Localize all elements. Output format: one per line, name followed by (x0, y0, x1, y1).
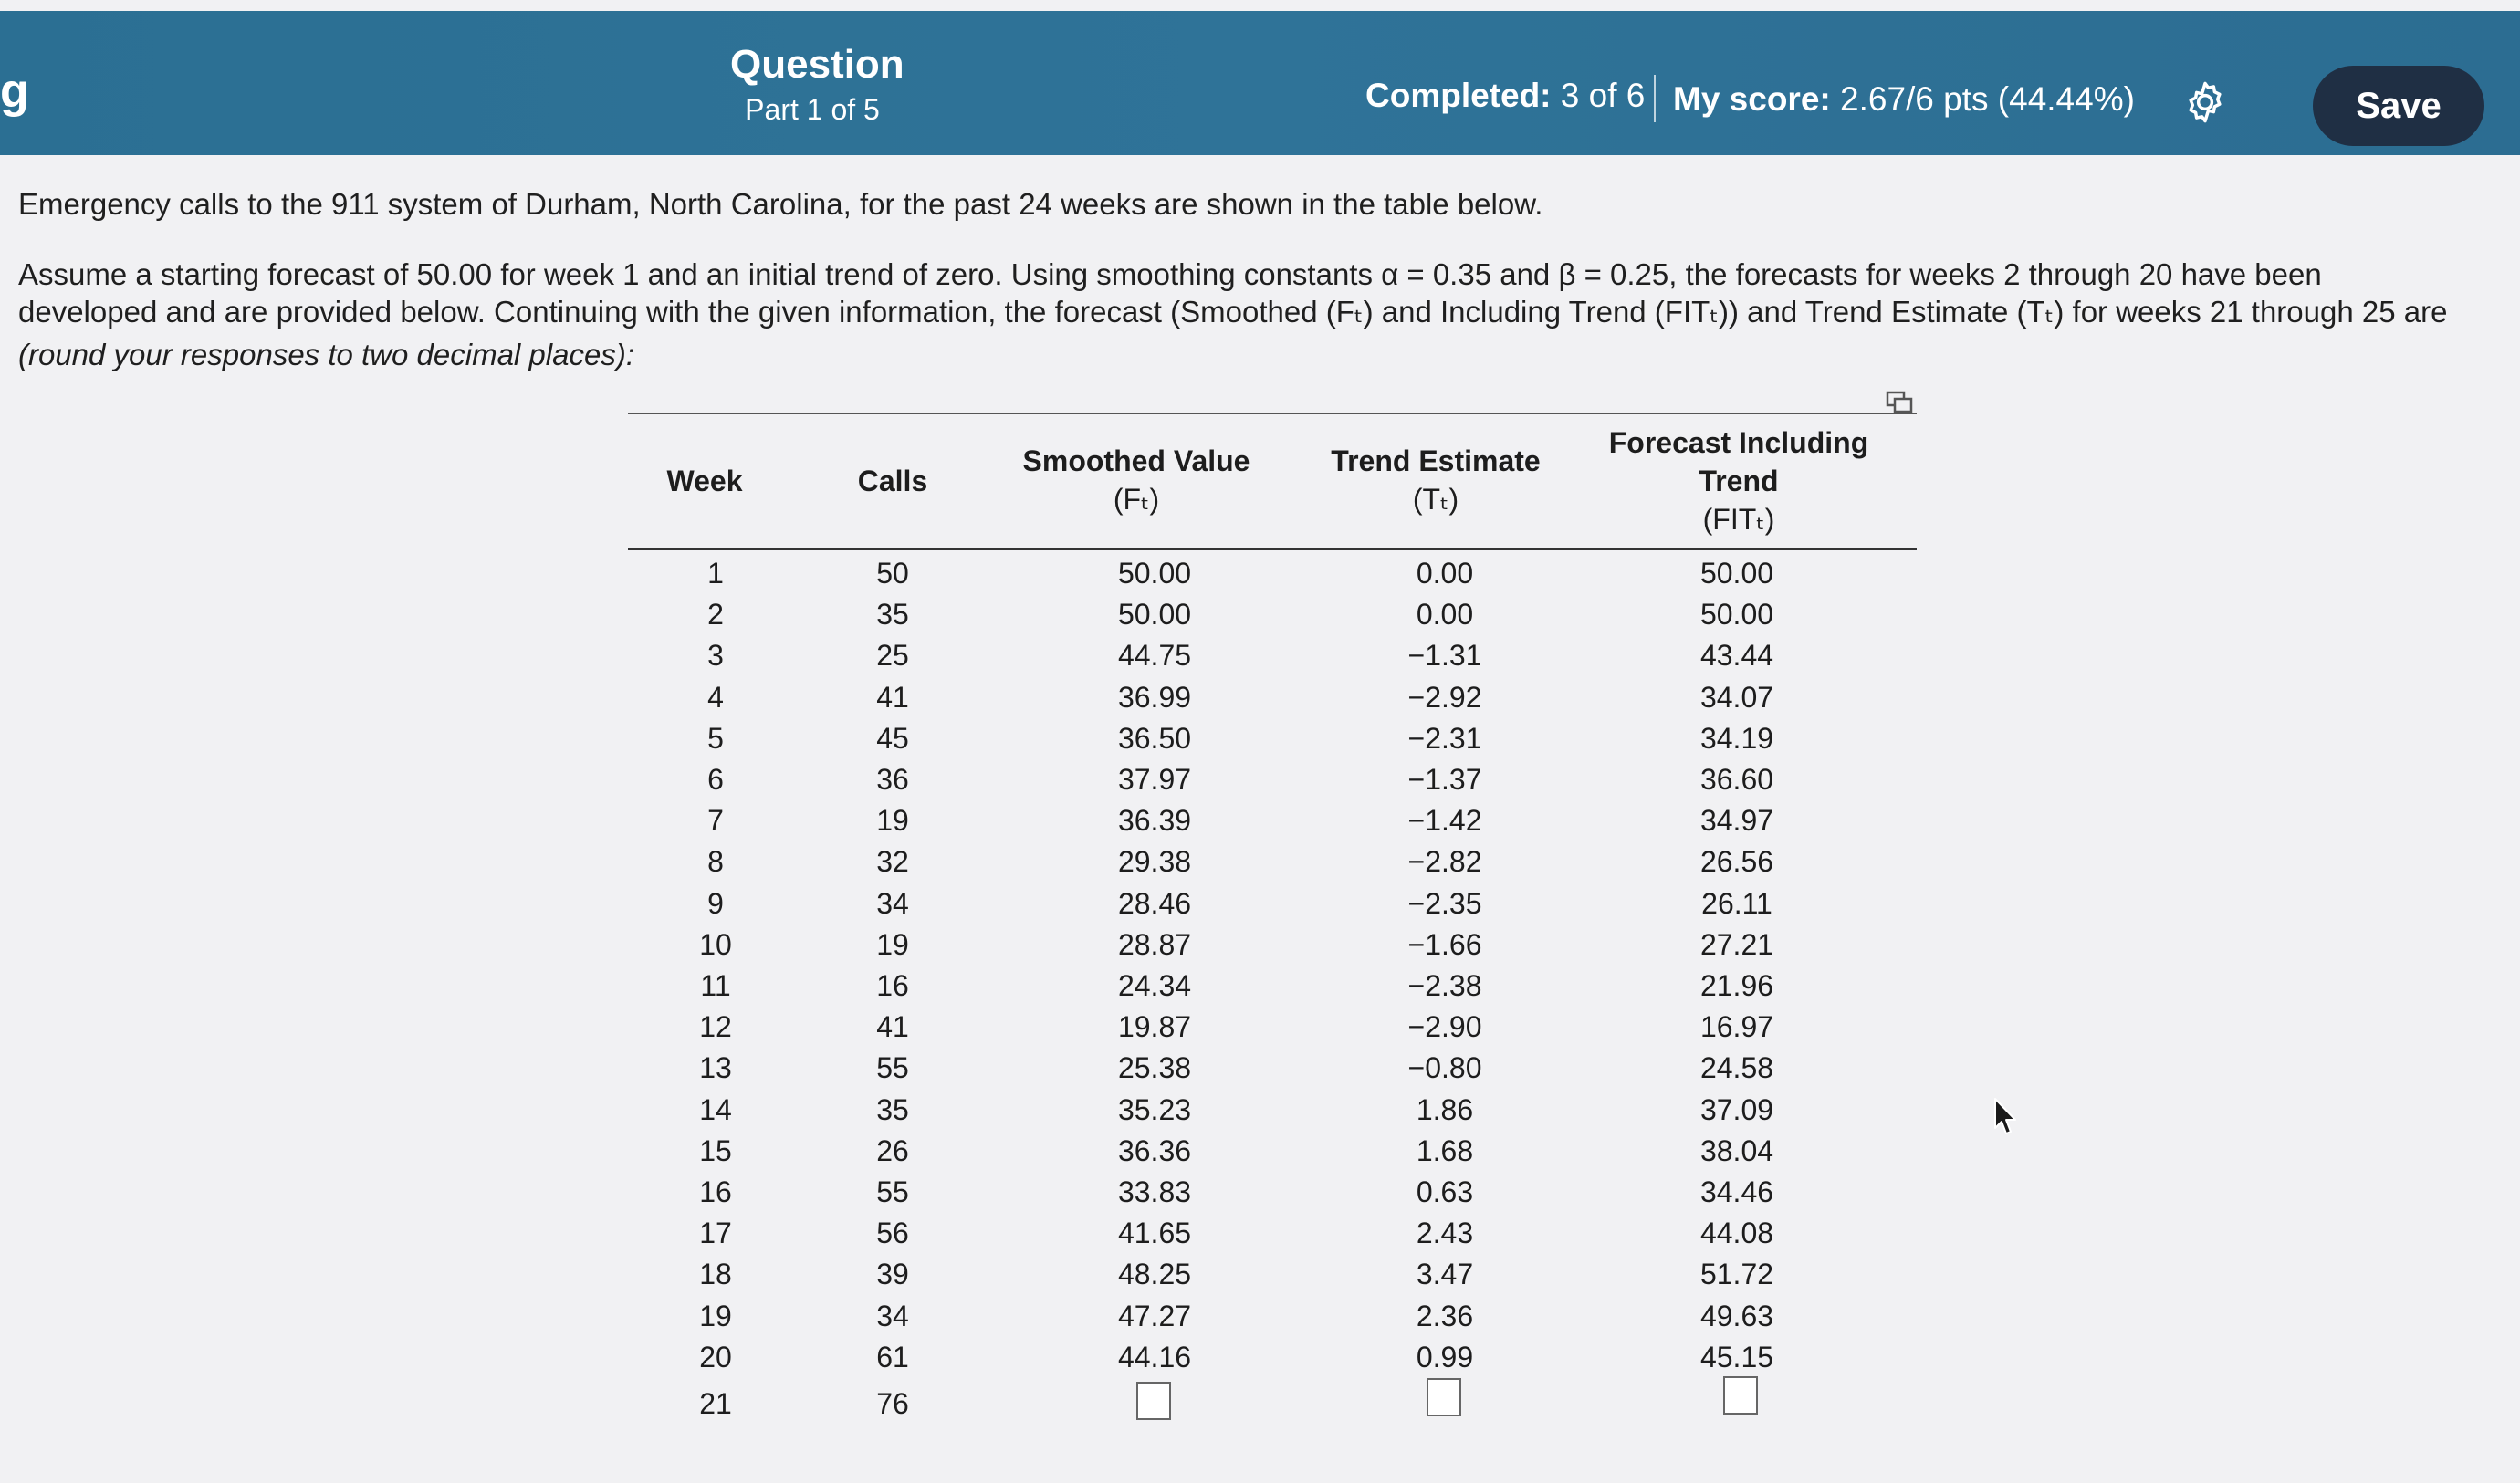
header-week: Week (666, 465, 743, 497)
cell-trend: −2.31 (1407, 722, 1482, 755)
prompt-line-3: developed and are provided below. Continuing with the given information, the forecast (Smoothed (Fₜ) and Including Trend (FITₜ)) and Trend Estimate (Tₜ) for weeks 21 through 25 are (18, 295, 2448, 329)
cell-calls: 36 (876, 763, 909, 796)
cell-trend: 0.00 (1416, 598, 1474, 631)
cell-week: 11 (700, 969, 731, 1002)
cell-smoothed: 29.38 (1117, 845, 1192, 878)
cell-fit: 34.97 (1699, 804, 1774, 837)
cell-week: 2 (707, 598, 724, 631)
mouse-pointer-icon (1990, 1095, 2023, 1141)
cell-trend: 0.00 (1416, 557, 1474, 590)
cell-calls: 34 (876, 887, 909, 920)
header-calls: Calls (857, 465, 928, 497)
score-status (1673, 80, 2135, 119)
cell-trend: 2.43 (1416, 1217, 1474, 1249)
header-trend-symbol: (Tₜ) (1412, 483, 1459, 516)
cell-calls: 19 (876, 928, 909, 961)
cell-smoothed: 35.23 (1117, 1093, 1192, 1126)
cell-calls: 35 (876, 598, 909, 631)
cell-fit: 44.08 (1699, 1217, 1774, 1249)
cell-trend: −2.82 (1407, 845, 1482, 878)
cell-fit: 37.09 (1699, 1093, 1774, 1126)
cell-calls: 50 (876, 557, 909, 590)
cell-smoothed: 36.50 (1117, 722, 1192, 755)
cell-smoothed: 36.99 (1117, 681, 1192, 714)
header-fit (1588, 423, 1889, 538)
cell-week: 1 (707, 557, 724, 590)
header-bar (0, 11, 2520, 155)
table-header-rule (628, 548, 1917, 550)
cell-trend: −2.92 (1407, 681, 1482, 714)
cell-trend: −1.42 (1407, 804, 1482, 837)
cell-smoothed: 36.36 (1117, 1134, 1192, 1167)
cell-calls: 16 (876, 969, 909, 1002)
cell-week: 13 (699, 1051, 732, 1084)
cell-smoothed: 24.34 (1117, 969, 1192, 1002)
cell-fit: 50.00 (1699, 557, 1774, 590)
cell-calls: 39 (876, 1258, 909, 1290)
cell-smoothed: 33.83 (1117, 1175, 1192, 1208)
cell-trend: −1.37 (1407, 763, 1482, 796)
cell-trend: −0.80 (1407, 1051, 1482, 1084)
cell-calls: 61 (876, 1341, 909, 1373)
cell-smoothed: 44.75 (1117, 639, 1192, 672)
cell-calls: 32 (876, 845, 909, 878)
cell-fit: 27.21 (1699, 928, 1774, 961)
cell-week: 17 (699, 1217, 732, 1249)
header-smoothed (1004, 442, 1269, 518)
cell-calls: 45 (876, 722, 909, 755)
cell-smoothed: 50.00 (1117, 598, 1192, 631)
cell-fit: 34.46 (1699, 1175, 1774, 1208)
popout-icon[interactable] (1886, 391, 1913, 414)
gear-icon[interactable] (2181, 78, 2229, 126)
score-value: 2.67/6 pts (44.44%) (1840, 80, 2135, 118)
cell-trend: 1.68 (1416, 1134, 1474, 1167)
cell-week: 3 (707, 639, 724, 672)
cell-smoothed: 36.39 (1117, 804, 1192, 837)
prompt-line-4: (round your responses to two decimal places): (18, 338, 634, 371)
cell-week: 19 (699, 1300, 732, 1332)
cell-calls: 41 (876, 1010, 909, 1043)
completed-label: Completed: (1365, 77, 1552, 114)
cell-week: 4 (707, 681, 724, 714)
question-title: Question (730, 42, 904, 87)
answer-week: 21 (699, 1387, 732, 1420)
cell-week: 18 (699, 1258, 732, 1290)
cell-week: 6 (707, 763, 724, 796)
smoothed-answer-input[interactable] (1136, 1382, 1171, 1420)
cell-week: 10 (699, 928, 732, 961)
cell-fit: 26.11 (1701, 887, 1772, 920)
cell-calls: 56 (876, 1217, 909, 1249)
header-divider (1654, 75, 1656, 122)
cell-smoothed: 37.97 (1117, 763, 1192, 796)
completed-value: 3 of 6 (1560, 77, 1646, 114)
completed-status (1365, 77, 1645, 115)
cell-calls: 19 (876, 804, 909, 837)
cell-calls: 34 (876, 1300, 909, 1332)
cell-fit: 21.96 (1699, 969, 1774, 1002)
header-fit-line2: Trend (1699, 465, 1779, 497)
cell-smoothed: 28.87 (1117, 928, 1192, 961)
cell-smoothed: 44.16 (1117, 1341, 1192, 1373)
cell-calls: 25 (876, 639, 909, 672)
cell-smoothed: 41.65 (1117, 1217, 1192, 1249)
cell-week: 5 (707, 722, 724, 755)
fit-answer-input[interactable] (1723, 1376, 1758, 1415)
header-smoothed-symbol: (Fₜ) (1113, 483, 1160, 516)
cell-trend: −1.31 (1407, 639, 1482, 672)
cell-fit: 38.04 (1699, 1134, 1774, 1167)
answer-calls: 76 (876, 1387, 909, 1420)
header-fit-symbol: (FITₜ) (1702, 503, 1775, 536)
cell-smoothed: 28.46 (1117, 887, 1192, 920)
cell-smoothed: 48.25 (1117, 1258, 1192, 1290)
cell-trend: 1.86 (1416, 1093, 1474, 1126)
header-trend (1294, 442, 1577, 518)
question-part: Part 1 of 5 (745, 93, 880, 126)
cell-week: 8 (707, 845, 724, 878)
prompt-line-2: Assume a starting forecast of 50.00 for week 1 and an initial trend of zero. Using smoothing constants α = 0.35 and β = 0.25, the forecasts for weeks 2 through 20 have been (18, 257, 2322, 291)
cell-trend: 3.47 (1416, 1258, 1474, 1290)
cell-fit: 43.44 (1699, 639, 1774, 672)
header-trend-title: Trend Estimate (1331, 444, 1541, 477)
cell-fit: 51.72 (1699, 1258, 1774, 1290)
cell-week: 9 (707, 887, 724, 920)
trend-answer-input[interactable] (1427, 1378, 1461, 1416)
cell-fit: 45.15 (1699, 1341, 1774, 1373)
header-smoothed-title: Smoothed Value (1022, 444, 1250, 477)
cell-smoothed: 47.27 (1117, 1300, 1192, 1332)
cell-fit: 16.97 (1699, 1010, 1774, 1043)
cell-fit: 34.19 (1699, 722, 1774, 755)
cell-smoothed: 19.87 (1117, 1010, 1192, 1043)
cell-fit: 36.60 (1699, 763, 1774, 796)
cell-smoothed: 50.00 (1117, 557, 1192, 590)
cell-fit: 49.63 (1699, 1300, 1774, 1332)
cell-trend: 0.99 (1416, 1341, 1474, 1373)
cell-trend: 2.36 (1416, 1300, 1474, 1332)
save-button[interactable]: Save (2313, 66, 2484, 146)
cell-trend: −2.38 (1407, 969, 1482, 1002)
cell-smoothed: 25.38 (1117, 1051, 1192, 1084)
cell-calls: 35 (876, 1093, 909, 1126)
cell-week: 12 (699, 1010, 732, 1043)
cell-calls: 26 (876, 1134, 909, 1167)
header-fit-line1: Forecast Including (1608, 426, 1869, 459)
cell-trend: −2.90 (1407, 1010, 1482, 1043)
prompt-line-1: Emergency calls to the 911 system of Durham, North Carolina, for the past 24 weeks are shown in the table below. (18, 187, 1543, 221)
left-edge-glyph: g (0, 65, 29, 118)
cell-week: 7 (707, 804, 724, 837)
cell-fit: 34.07 (1699, 681, 1774, 714)
cell-calls: 41 (876, 681, 909, 714)
cell-fit: 24.58 (1699, 1051, 1774, 1084)
cell-calls: 55 (876, 1175, 909, 1208)
score-label: My score: (1673, 80, 1831, 118)
cell-fit: 26.56 (1699, 845, 1774, 878)
cell-week: 16 (699, 1175, 732, 1208)
cell-week: 15 (699, 1134, 732, 1167)
table-top-rule (628, 413, 1917, 414)
cell-calls: 55 (876, 1051, 909, 1084)
cell-trend: 0.63 (1416, 1175, 1474, 1208)
cell-trend: −2.35 (1407, 887, 1482, 920)
cell-trend: −1.66 (1407, 928, 1482, 961)
cell-week: 20 (699, 1341, 732, 1373)
cell-fit: 50.00 (1699, 598, 1774, 631)
cell-week: 14 (699, 1093, 732, 1126)
